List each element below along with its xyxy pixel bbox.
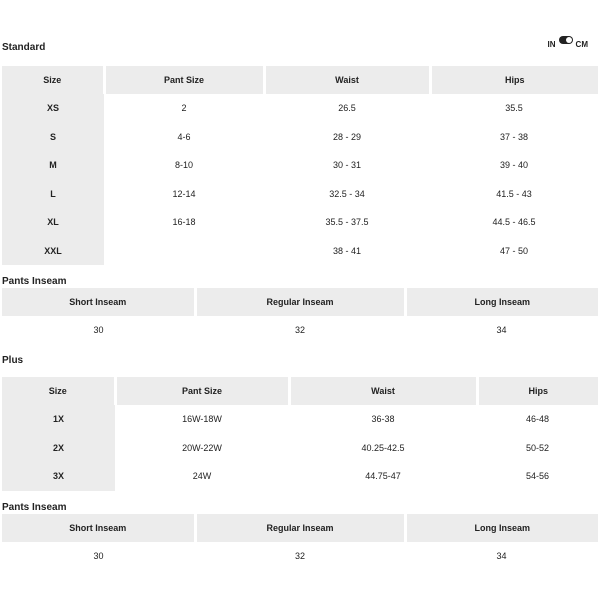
column-header-short-inseam: Short Inseam xyxy=(2,288,195,316)
pant-size-cell: 8-10 xyxy=(174,160,193,171)
table-row xyxy=(2,316,598,344)
plus-title: Plus xyxy=(2,355,24,366)
size-label: 2X xyxy=(2,434,115,463)
column-header-long-inseam: Long Inseam xyxy=(405,288,598,316)
toggle-switch-icon[interactable] xyxy=(559,36,573,44)
waist-cell: 30 - 31 xyxy=(332,160,362,171)
regular-inseam-value: 32 xyxy=(294,325,305,335)
table-row xyxy=(2,434,598,463)
column-header-regular-inseam: Regular Inseam xyxy=(195,514,405,542)
column-header-pant-size: Pant Size xyxy=(104,66,264,94)
column-header-size: Size xyxy=(2,66,104,94)
column-header-size: Size xyxy=(2,377,115,405)
waist-cell: 40.25-42.5 xyxy=(361,442,405,453)
size-label: M xyxy=(2,151,104,180)
table-row xyxy=(2,123,598,152)
pant-size-cell: 16-18 xyxy=(172,217,196,228)
size-label: XL xyxy=(2,208,104,237)
column-header-long-inseam: Long Inseam xyxy=(405,514,598,542)
pant-size-cell: 24W xyxy=(192,471,212,482)
standard-inseam-table xyxy=(2,288,598,344)
plus-inseam-title: Pants Inseam xyxy=(2,502,67,513)
column-header-waist: Waist xyxy=(289,377,477,405)
column-header-hips: Hips xyxy=(477,377,598,405)
hips-cell: 35.5 xyxy=(505,103,523,114)
size-label: L xyxy=(2,180,104,209)
long-inseam-value: 34 xyxy=(496,551,507,561)
pant-size-cell: 12-14 xyxy=(172,188,196,199)
unit-cm-label: CM xyxy=(575,40,588,49)
column-header-regular-inseam: Regular Inseam xyxy=(195,288,405,316)
standard-inseam-title: Pants Inseam xyxy=(2,276,67,287)
table-row xyxy=(2,405,598,434)
hips-cell: 41.5 - 43 xyxy=(496,188,532,199)
column-header-pant-size: Pant Size xyxy=(115,377,289,405)
standard-title: Standard xyxy=(2,42,46,53)
size-label: 1X xyxy=(2,405,115,434)
regular-inseam-value: 32 xyxy=(294,551,305,561)
column-header-short-inseam: Short Inseam xyxy=(2,514,195,542)
standard-size-table xyxy=(2,66,598,265)
column-header-hips: Hips xyxy=(430,66,598,94)
unit-toggle[interactable] xyxy=(548,40,588,49)
table-row xyxy=(2,237,598,266)
table-row xyxy=(2,94,598,123)
pant-size-cell: 20W-22W xyxy=(182,442,222,453)
hips-cell: 37 - 38 xyxy=(499,131,529,142)
short-inseam-value: 30 xyxy=(93,551,104,561)
hips-cell: 46-48 xyxy=(525,414,550,425)
waist-cell: 28 - 29 xyxy=(332,131,362,142)
long-inseam-value: 34 xyxy=(496,325,507,335)
waist-cell: 26.5 xyxy=(338,103,356,114)
size-label: S xyxy=(2,123,104,152)
pant-size-cell: 16W-18W xyxy=(182,414,222,425)
table-row xyxy=(2,462,598,491)
waist-cell: 32.5 - 34 xyxy=(329,188,365,199)
pant-size-cell xyxy=(104,237,264,266)
table-row xyxy=(2,151,598,180)
size-label: 3X xyxy=(2,462,115,491)
hips-cell: 44.5 - 46.5 xyxy=(492,217,536,228)
hips-cell: 47 - 50 xyxy=(499,245,529,256)
plus-inseam-table xyxy=(2,514,598,570)
size-label: XS xyxy=(2,94,104,123)
short-inseam-value: 30 xyxy=(93,325,104,335)
plus-size-table xyxy=(2,377,598,491)
unit-in-label: IN xyxy=(547,40,556,49)
column-header-waist: Waist xyxy=(264,66,430,94)
pant-size-cell: 2 xyxy=(181,103,187,114)
hips-cell: 54-56 xyxy=(525,471,550,482)
waist-cell: 38 - 41 xyxy=(332,245,362,256)
pant-size-cell: 4-6 xyxy=(177,131,191,142)
hips-cell: 50-52 xyxy=(525,442,550,453)
waist-cell: 36-38 xyxy=(371,414,395,425)
waist-cell: 35.5 - 37.5 xyxy=(325,217,369,228)
table-row xyxy=(2,180,598,209)
waist-cell: 44.75-47 xyxy=(365,471,401,482)
table-row xyxy=(2,208,598,237)
hips-cell: 39 - 40 xyxy=(499,160,529,171)
size-label: XXL xyxy=(2,237,104,266)
table-row xyxy=(2,542,598,570)
